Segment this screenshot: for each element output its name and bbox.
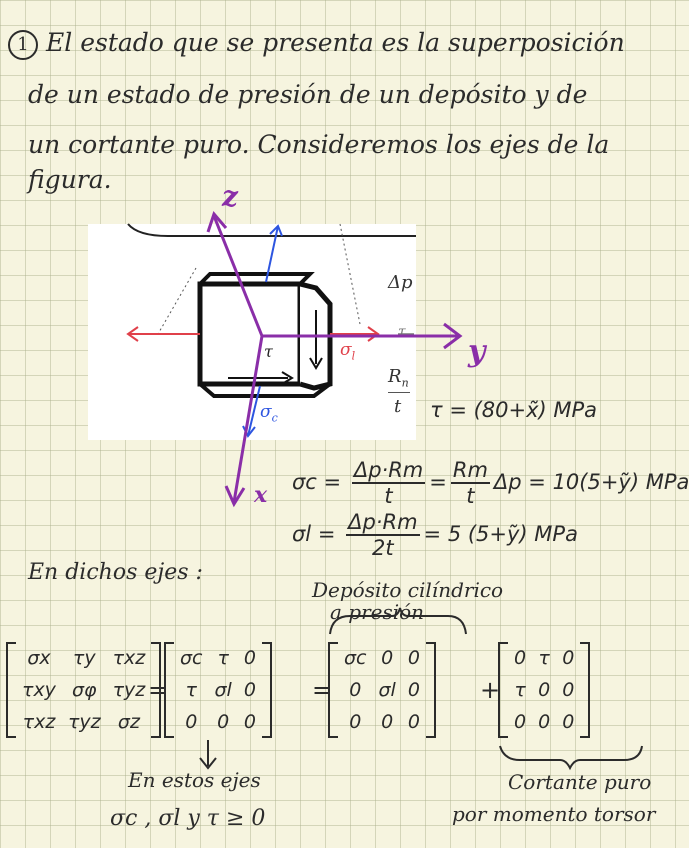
intro-line-2: de un estado de presión de un depósito y de: [28, 80, 588, 109]
matrix-bracket-left: [6, 642, 16, 738]
matrix-cell: 0: [407, 647, 420, 669]
matrix-cell: 0: [538, 679, 551, 701]
matrix-cell: 0: [243, 679, 256, 701]
bottom-left-1: En estos ejes: [128, 768, 261, 792]
matrix-cell: 0: [243, 711, 256, 733]
matrix-cell: σz: [117, 711, 140, 733]
bottom-left-2: σc , σl y τ ≥ 0: [110, 806, 266, 831]
matrix-cell: σc: [344, 647, 367, 669]
sigma-l-equation: σl = $\frac{\Delta p\cdot Rm}{2t}$ = 5 (5+ỹ) MPa: [292, 510, 578, 560]
matrix-cell: τ: [185, 679, 197, 701]
fig-sigma-c: $\sigma_c$: [260, 402, 278, 425]
matrix-cell: 0: [538, 711, 551, 733]
fig-sigma-l: $\sigma_l$: [340, 340, 356, 363]
matrix-cell: σl: [214, 679, 232, 701]
matrix-cell: τyz: [67, 711, 101, 733]
matrix-cell: 0: [514, 647, 527, 669]
sigma-c-equation: σc = $\frac{\Delta p\cdot Rm}{t}$ = $\frac{Rm}{t}$ Δp = 10(5+ỹ) MPa: [292, 458, 689, 508]
matrix-cell: 0: [185, 711, 198, 733]
matrix-cell: 0: [349, 679, 362, 701]
matrix-cell: 0: [217, 711, 230, 733]
matrix-cell: 0: [562, 711, 575, 733]
matrix-bracket-left: [328, 642, 338, 738]
matrix-bracket-right: [262, 642, 272, 738]
matrix-cell: 0: [562, 647, 575, 669]
fig-cut-delta: Δp: [388, 272, 413, 293]
fig-cut-tau: τ: [398, 324, 406, 340]
matrix-pressure: [328, 642, 436, 738]
matrix-stress: [164, 642, 272, 738]
problem-number: 1: [8, 30, 38, 60]
matrix-bracket-right: [426, 642, 436, 738]
matrix-bracket-left: [498, 642, 508, 738]
matrix-cell: 0: [243, 647, 256, 669]
matrix-cell: 0: [349, 711, 362, 733]
matrix-cell: τxz: [112, 647, 146, 669]
tau-equation: τ = (80+x̃) MPa: [430, 398, 598, 422]
fig-tau: τ: [264, 342, 273, 361]
intro-line-4: figura.: [28, 165, 112, 194]
matrix-shear: [498, 642, 590, 738]
plus-sign: +: [480, 676, 501, 704]
axes-text: En dichos ejes :: [28, 560, 203, 585]
intro-line-1: El estado que se presenta es la superposición: [46, 28, 625, 57]
matrix-cell: 0: [562, 679, 575, 701]
matrix-cell: σx: [27, 647, 51, 669]
matrix-cell: 0: [407, 711, 420, 733]
intro-line-3: un cortante puro. Consideremos los ejes de la: [28, 130, 610, 159]
matrix-cell: 0: [381, 711, 394, 733]
matrix-cell: τxz: [22, 711, 56, 733]
equals-1: =: [148, 676, 169, 704]
deposit-label-2: a presión: [330, 600, 425, 624]
matrix-cell: 0: [514, 711, 527, 733]
matrix-cell: 0: [407, 679, 420, 701]
matrix-cell: τ: [514, 679, 526, 701]
matrix-cell: τy: [72, 647, 96, 669]
equals-2: =: [312, 676, 333, 704]
axis-z-label: z: [222, 180, 238, 213]
matrix-cell: σφ: [71, 679, 97, 701]
matrix-cell: 0: [381, 647, 394, 669]
matrix-cell: σc: [180, 647, 203, 669]
matrix-cell: τ: [217, 647, 229, 669]
matrix-cell: σl: [378, 679, 396, 701]
matrix-cell: τ: [538, 647, 550, 669]
axis-x-label: x: [254, 482, 268, 508]
matrix-general: [6, 642, 161, 738]
matrix-cell: τyz: [112, 679, 146, 701]
axis-y-label: y: [468, 334, 486, 369]
fig-cut-t: t: [394, 396, 402, 417]
bottom-right-2: por momento torsor: [452, 802, 656, 826]
matrix-bracket-left: [164, 642, 174, 738]
deposit-label-1: Depósito cilíndrico: [312, 578, 504, 602]
bottom-right-1: Cortante puro: [508, 770, 652, 794]
matrix-cell: τxy: [22, 679, 56, 701]
fig-cut-rn: $R_n$: [388, 366, 409, 390]
matrix-bracket-right: [580, 642, 590, 738]
